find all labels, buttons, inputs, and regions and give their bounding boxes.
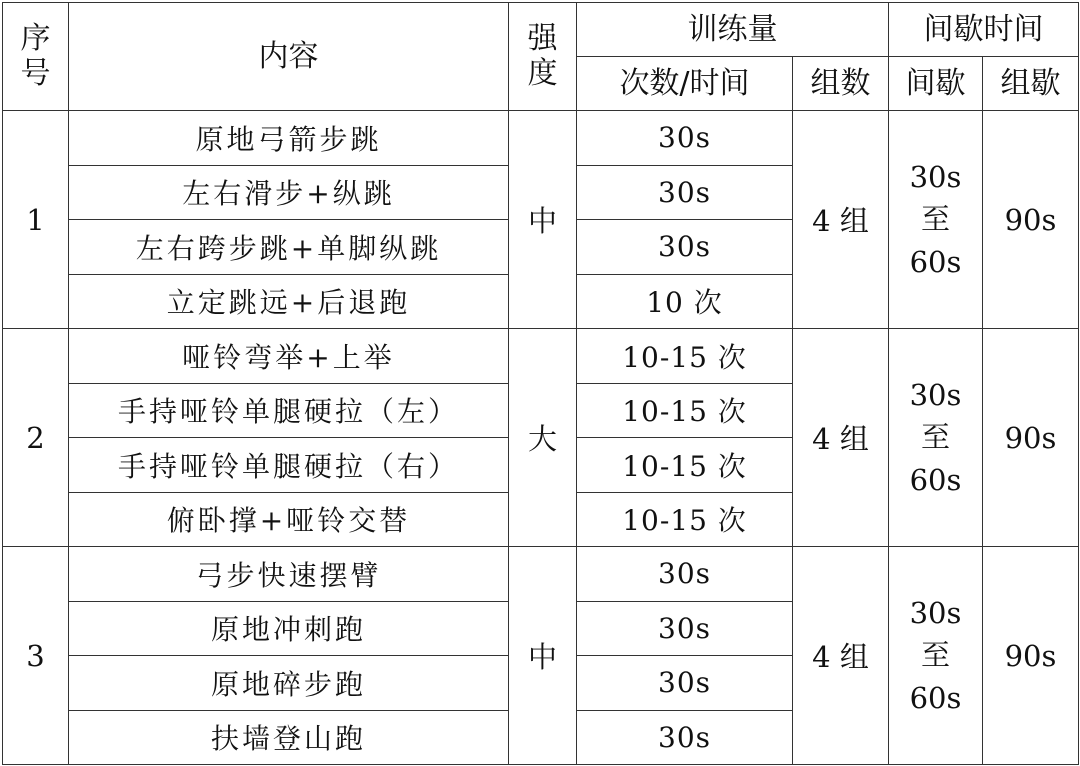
group-rest-interval xyxy=(889,329,983,547)
exercise-cell: 手持哑铃单腿硬拉（右） xyxy=(69,438,509,493)
table-row xyxy=(3,329,1079,384)
exercise-cell: 原地弓箭步跳 xyxy=(69,111,509,166)
group-sets: 4 组 xyxy=(793,329,889,547)
amount-cell: 10-15 次 xyxy=(577,329,793,384)
training-plan-table xyxy=(2,2,1079,765)
amount-cell: 10-15 次 xyxy=(577,383,793,438)
header-count-time: 次数/时间 xyxy=(577,57,793,111)
header-volume: 训练量 xyxy=(577,3,889,57)
header-intensity-line-1: 强 xyxy=(527,21,558,56)
rest-line: 60s xyxy=(909,244,962,279)
group-sets: 4 组 xyxy=(793,547,889,765)
amount-cell: 10-15 次 xyxy=(577,438,793,493)
header-seq xyxy=(3,3,69,111)
header-content: 内容 xyxy=(69,3,509,111)
rest-line: 60s xyxy=(909,462,962,497)
rest-line: 至 xyxy=(920,638,950,673)
rest-line: 60s xyxy=(909,680,962,715)
amount-cell: 10-15 次 xyxy=(577,492,793,547)
rest-line: 至 xyxy=(920,420,950,455)
exercise-cell: 扶墙登山跑 xyxy=(69,710,509,765)
group-rest-between-sets: 90s xyxy=(983,547,1079,765)
rest-line: 30s xyxy=(909,378,962,413)
group-seq: 1 xyxy=(3,111,69,329)
group-seq: 3 xyxy=(3,547,69,765)
amount-cell: 30s xyxy=(577,710,793,765)
table-row xyxy=(3,111,1079,166)
group-seq: 2 xyxy=(3,329,69,547)
exercise-cell: 原地冲刺跑 xyxy=(69,601,509,656)
header-sets: 组数 xyxy=(793,57,889,111)
exercise-cell: 手持哑铃单腿硬拉（左） xyxy=(69,383,509,438)
group-rest-interval xyxy=(889,111,983,329)
header-group-rest: 组歇 xyxy=(983,57,1079,111)
amount-cell: 30s xyxy=(577,220,793,275)
group-rest-between-sets: 90s xyxy=(983,329,1079,547)
header-intensity-line-2: 度 xyxy=(527,55,558,91)
group-sets: 4 组 xyxy=(793,111,889,329)
exercise-cell: 左右滑步+纵跳 xyxy=(69,165,509,220)
amount-cell: 30s xyxy=(577,111,793,166)
amount-cell: 10 次 xyxy=(577,274,793,329)
exercise-cell: 左右跨步跳+单脚纵跳 xyxy=(69,220,509,275)
group-rest-between-sets: 90s xyxy=(983,111,1079,329)
group-rest-interval xyxy=(889,547,983,765)
header-interval: 间歇 xyxy=(889,57,983,111)
exercise-cell: 立定跳远+后退跑 xyxy=(69,274,509,329)
amount-cell: 30s xyxy=(577,547,793,602)
header-rest-time: 间歇时间 xyxy=(889,3,1079,57)
header-row-top xyxy=(3,3,1079,57)
rest-line: 至 xyxy=(920,202,950,237)
exercise-cell: 原地碎步跑 xyxy=(69,656,509,711)
header-seq-line-1: 序 xyxy=(20,21,51,56)
exercise-cell: 俯卧撑+哑铃交替 xyxy=(69,492,509,547)
table-row xyxy=(3,547,1079,602)
group-intensity: 中 xyxy=(509,111,577,329)
amount-cell: 30s xyxy=(577,601,793,656)
exercise-cell: 弓步快速摆臂 xyxy=(69,547,509,602)
header-intensity xyxy=(509,3,577,111)
group-intensity: 大 xyxy=(509,329,577,547)
group-intensity: 中 xyxy=(509,547,577,765)
rest-line: 30s xyxy=(909,160,962,195)
rest-line: 30s xyxy=(909,596,962,631)
header-seq-line-2: 号 xyxy=(20,55,51,91)
exercise-cell: 哑铃弯举+上举 xyxy=(69,329,509,384)
amount-cell: 30s xyxy=(577,656,793,711)
amount-cell: 30s xyxy=(577,165,793,220)
